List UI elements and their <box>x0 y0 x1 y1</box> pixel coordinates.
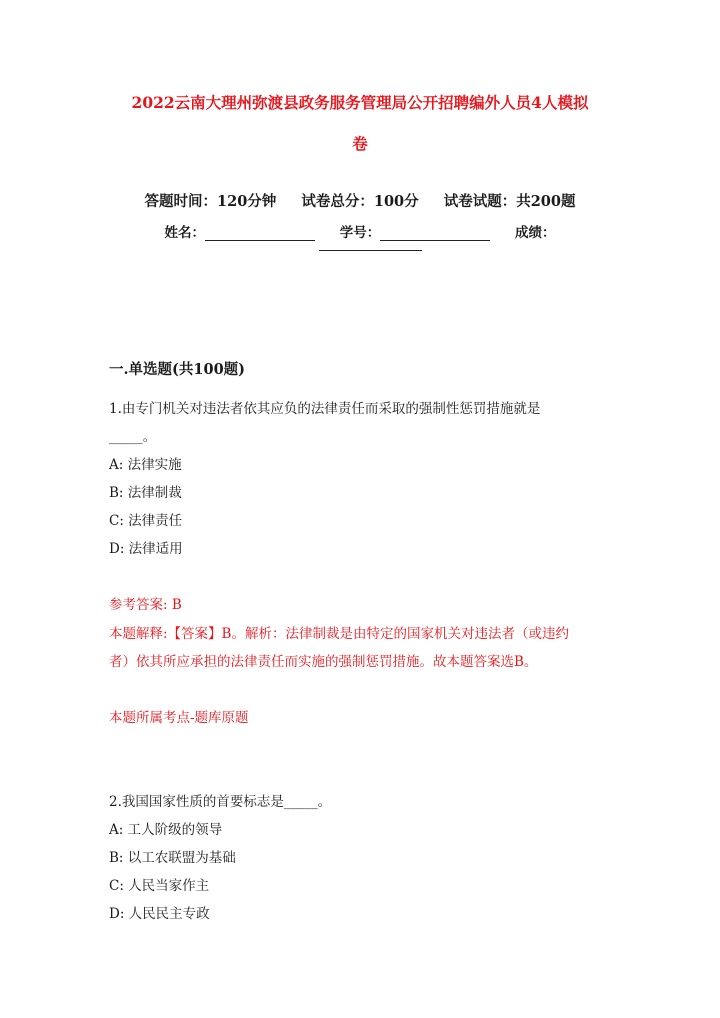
q2-stem: 2.我国国家性质的首要标志是_____。 <box>109 794 332 810</box>
q1-stem-line1: 1.由专门机关对违法者依其应负的法律责任而采取的强制性惩罚措施就是 <box>109 401 541 417</box>
exam-question-count: 试卷试题：共200题 <box>443 193 576 210</box>
exam-time: 答题时间：120分钟 <box>144 193 277 210</box>
q1-option-d: D: 法律适用 <box>109 541 183 557</box>
score-field-line <box>319 250 422 251</box>
name-field-line <box>205 227 315 241</box>
exam-title-line1: 2022云南大理州弥渡县政务服务管理局公开招聘编外人员4人模拟 <box>131 93 589 112</box>
q1-stem-line2: _____。 <box>109 429 157 445</box>
exam-title-line2: 卷 <box>352 134 368 153</box>
q2-option-b: B: 以工农联盟为基础 <box>109 850 236 866</box>
q2-option-d: D: 人民民主专政 <box>109 906 210 922</box>
q1-option-c: C: 法律责任 <box>109 513 183 529</box>
exam-meta <box>0 190 720 211</box>
q1-explanation-line1: 本题解释:【答案】B。解析：法律制裁是由特定的国家机关对违法者（或违约 <box>109 626 569 642</box>
q1-explanation-line2: 者）依其所应承担的法律责任而实施的强制惩罚措施。故本题答案选B。 <box>109 654 538 670</box>
name-label: 姓名： <box>164 225 206 241</box>
student-id-label: 学号： <box>339 225 381 241</box>
q2-option-a: A: 工人阶级的领导 <box>109 822 223 838</box>
q1-option-a: A: 法律实施 <box>109 457 182 473</box>
q2-option-c: C: 人民当家作主 <box>109 878 210 894</box>
section-title: 一.单选题(共100题) <box>109 361 246 378</box>
student-info-row <box>0 221 720 241</box>
score-label: 成绩： <box>514 225 556 241</box>
student-id-field-line <box>380 227 490 241</box>
q1-option-b: B: 法律制裁 <box>109 485 182 501</box>
q1-answer: 参考答案: B <box>109 597 182 613</box>
q1-topic: 本题所属考点-题库原题 <box>109 710 249 726</box>
exam-total-score: 试卷总分：100分 <box>301 193 419 210</box>
